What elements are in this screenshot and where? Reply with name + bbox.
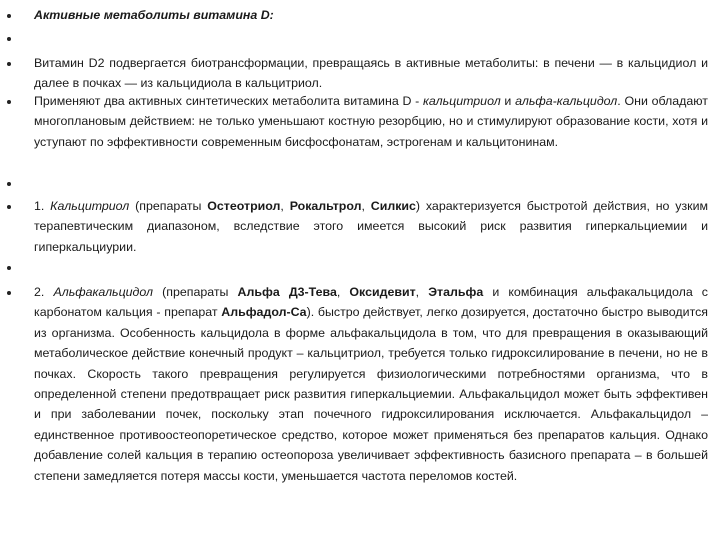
drug-name: Силкис <box>370 199 416 213</box>
drug-name: Остеотриол <box>207 199 281 213</box>
drug-name: Альфа Д3-Тева <box>237 285 337 299</box>
paragraph-calcitriol: 1. Кальцитриол (препараты Остеотриол, Рокальтрол, Силкис) характеризуется быстротой действия, но узким терапевтическим диапазоном, вследствие этого имеется высокий риск развития гиперкальциемии и гиперкальциурии. <box>34 199 709 254</box>
term-alfacalcidol: Альфакальцидол <box>53 285 154 299</box>
bullet-dot-icon <box>7 205 11 209</box>
bullet-dot-icon <box>7 14 11 18</box>
drug-name: Альфадол-Са <box>221 305 307 320</box>
bullet-dot-icon <box>7 37 11 41</box>
drug-name: Оксидевит <box>349 285 416 299</box>
paragraph-synthetic-metabolites: Применяют два активных синтетических метаболита витамина D - кальцитриол и альфа-кальцидол. Они обладают многоплановым действием: не только уменьшают костную резорбцию, но и стимулируют образование кости, хотя и уступают по эффективности современным бисфосфонатам, эстрогенам и кальцитонинам. <box>34 94 708 149</box>
bullet-dot-icon <box>7 291 11 295</box>
bullet-dot-icon <box>7 62 11 66</box>
drug-name: Этальфа <box>428 285 484 299</box>
bullet-dot-icon <box>7 100 11 104</box>
term-calcitriol: кальцитриол <box>423 94 501 108</box>
heading: Активные метаболиты витамина D: <box>34 8 274 22</box>
drug-name: Рокальтрол <box>289 199 362 213</box>
paragraph-biotransformation: Витамин D2 подвергается биотрансформации, превращаясь в активные метаболиты: в печени — в кальцидиол и далее в почках — из кальцидиола в кальцитриол. <box>34 56 708 91</box>
bullet-dot-icon <box>7 266 11 270</box>
paragraph-alfacalcidol: 2. Альфакальцидол (препараты Альфа Д3-Тева, Оксидевит, Этальфа и комбинация альфакальцидола с карбонатом кальция - препарат Альфадол-Са). быстро действует, легко дозируется, достаточно быстро выводится из организма. Особенность кальцидола в форме альфакальцидола в том, что для превращения в оказывающий метаболическое действие конечный продукт – кальцитриол, требуется только гидроксилирование в печени, но не в почках. Скорость такого превращения регулируется физиологическими потребностями организма, что в определенной степени предотвращает риск развития гиперкальциемии. Альфакальцидол может быть эффективен и при заболевании почек, поскольку этап почечного гидроксилирования исключается. Альфакальцидол – единственное противоостеопоретическое средство, которое может применяться без препаратов кальция. Однако добавление солей кальция в терапию остеопороза увеличивает эффективность базисного препарата – в большей степени замедляется потеря массы кости, уменьшается частота переломов костей. <box>34 285 709 483</box>
bullet-column <box>0 0 20 540</box>
bullet-dot-icon <box>7 182 11 186</box>
term-alfacalcidol: альфа-кальцидол <box>515 94 618 108</box>
term-calcitriol: Кальцитриол <box>50 199 130 213</box>
